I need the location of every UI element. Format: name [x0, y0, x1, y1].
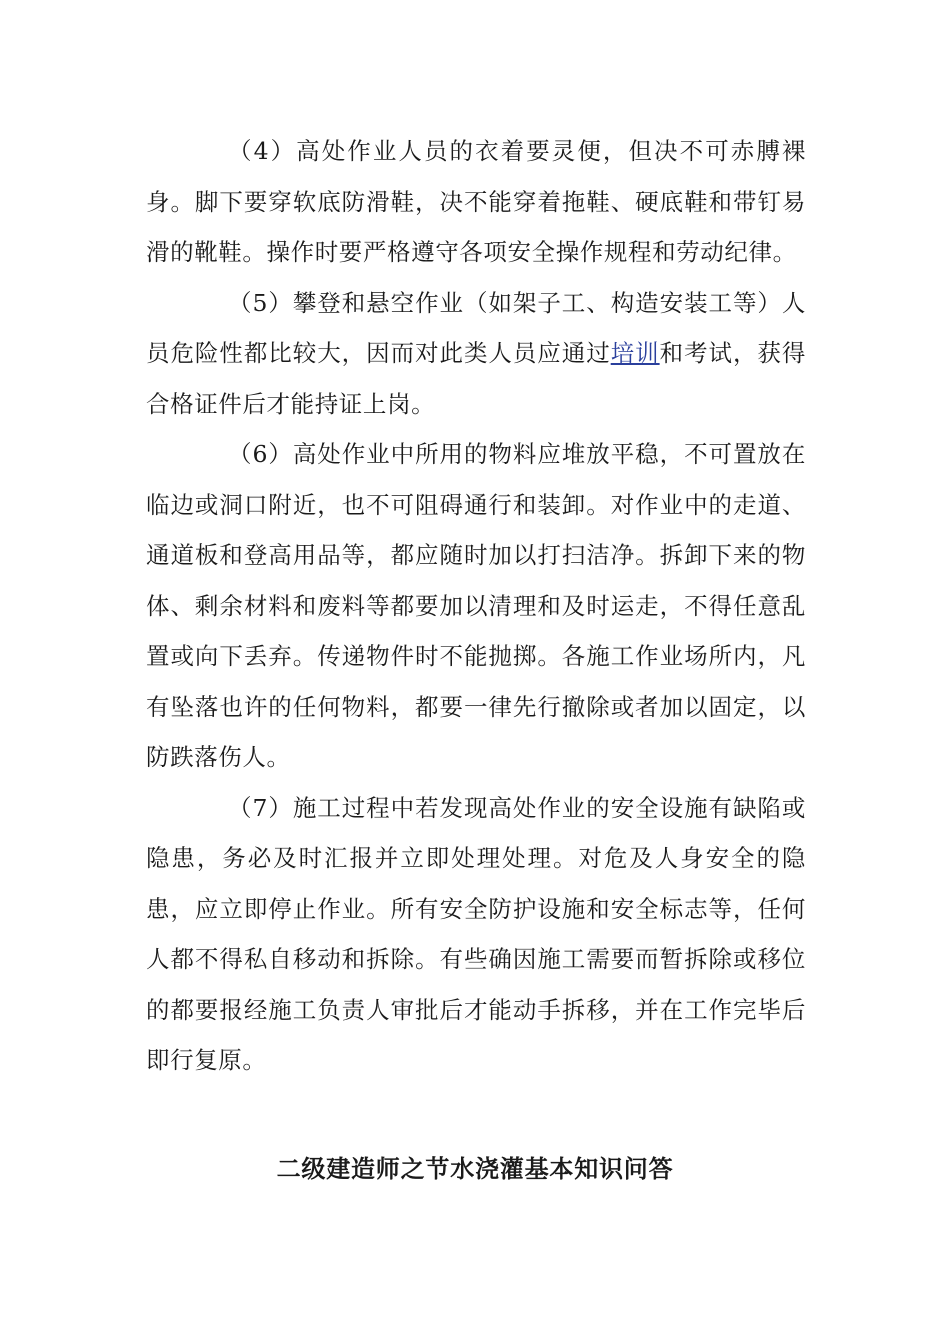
paragraph-5 [146, 278, 806, 430]
training-link[interactable]: 培训 [610, 339, 660, 367]
paragraph-7: （7）施工过程中若发现高处作业的安全设施有缺陷或隐患，务必及时汇报并立即处理处理。对危及人身安全的隐患，应立即停止作业。所有安全防护设施和安全标志等，任何人都不得私自移动和拆除。有些确因施工需要而暂拆除或移位的都要报经施工负责人审批后才能动手拆移，并在工作完毕后即行复原。 [146, 793, 806, 1074]
paragraph-4: （4）高处作业人员的衣着要灵便，但决不可赤膊裸身。脚下要穿软底防滑鞋，决不能穿着拖鞋、硬底鞋和带钉易滑的靴鞋。操作时要严格遵守各项安全操作规程和劳动纪律。 [146, 137, 806, 266]
document-body [146, 126, 806, 1086]
paragraph-5-text-before: （5）攀登和悬空作业（如架子工、构造安装工等）人员危险性都比较大，因而对此类人员应通过 [146, 288, 806, 367]
paragraph-5-text-after: 和考试，获得合格证件后才能持证上岗。 [146, 339, 806, 418]
section-heading: 二级建造师之节水浇灌基本知识问答 [276, 1154, 674, 1183]
paragraph-6: （6）高处作业中所用的物料应堆放平稳，不可置放在临边或洞口附近，也不可阻碍通行和装卸。对作业中的走道、通道板和登高用品等，都应随时加以打扫洁净。拆卸下来的物体、剩余材料和废料等都要加以清理和及时运走，不得任意乱置或向下丢弃。传递物件时不能抛掷。各施工作业场所内，凡有坠落也许的任何物料，都要一律先行撤除或者加以固定，以防跌落伤人。 [146, 440, 806, 771]
